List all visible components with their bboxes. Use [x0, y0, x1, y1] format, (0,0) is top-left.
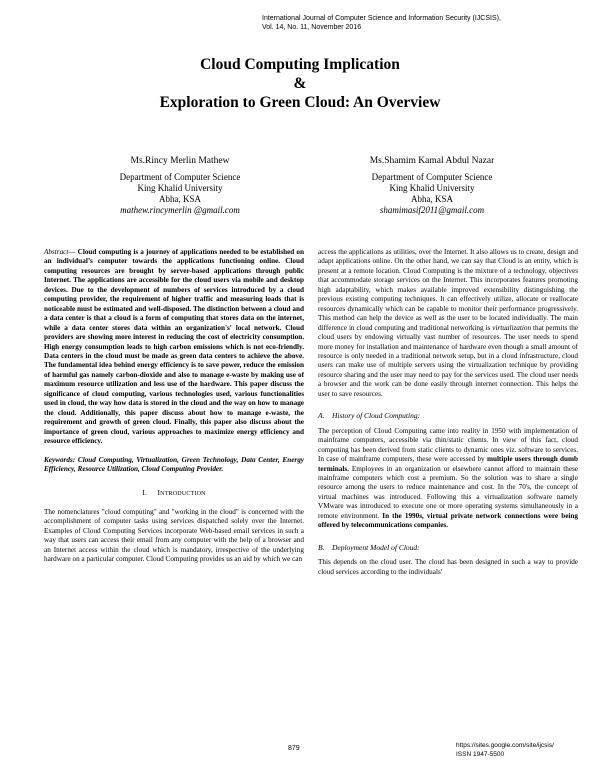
- author-city: Abha, KSA: [159, 194, 201, 204]
- abstract-dash: —: [68, 248, 76, 256]
- right-column: [318, 248, 578, 577]
- subsection-title: History of Cloud Computing:: [331, 411, 421, 421]
- title-line3: Exploration to Green Cloud: An Overview: [159, 94, 441, 111]
- footer-url: https://sites.google.com/site/ijcsis/: [456, 742, 554, 749]
- intro-paragraph: The nomenclatures "cloud computing" and "working in the cloud" is concerned with the accomplishment of computer tasks using services dispatched solely over the Internet. Examples of Cloud Computing Services incorporate Web-based email services in such a way that users can access their email from any computer with the help of a browser and an Internet access within the cloud which is mandatory, irrespective of the underlying hardware on a particular computer. Cloud Computing provides us an aid by which we can: [44, 507, 304, 564]
- author-name: Ms.Rincy Merlin Mathew: [130, 156, 230, 166]
- paper-title: [40, 55, 560, 112]
- author-name: Ms.Shamim Kamal Abdul Nazar: [369, 156, 495, 166]
- abstract-paragraph: [44, 248, 304, 447]
- title-line1: Cloud Computing Implication: [200, 56, 400, 73]
- abstract-text-a: Cloud computing is a journey of applications needed to be established on an individual’s computer towards the applications functioning online. Cloud computing resources are brought by server-based applications through public Internet. The applications are accessible for the cloud users via mobile and desktop devices. Due to the development of numbers of services introduced by a cloud computing provider, the requirement of higher traffic and measuring loads that is noticeable must be estimated and well-disposed.: [44, 248, 304, 313]
- history-text-bold-2: In the 1990s, virtual private network connections were being offered by telecommunications companies.: [318, 511, 578, 530]
- journal-header: [262, 14, 562, 32]
- keywords-paragraph: [44, 456, 304, 475]
- section-title-rest: NTRODUCTION: [160, 491, 206, 498]
- intro-text-virtualization: virtualization: [492, 323, 532, 332]
- journal-header-line2: Vol. 14, No. 11, November 2016: [262, 24, 362, 31]
- history-text-1: The perception of Cloud Computing came into reality in 1950 with implementation of mainframe computers, accessible via thin/static clients. In view of this fact, cloud computing has been derived from static clients to dynamic ones viz. software to services. In case of mainframe computers, these were accessed by: [318, 426, 578, 464]
- author-university: King Khalid University: [389, 183, 475, 193]
- author-block-1: [80, 156, 280, 216]
- author-city: Abha, KSA: [411, 194, 453, 204]
- abstract-label: Abstract: [44, 248, 69, 256]
- intro-paragraph-continued: [318, 248, 578, 399]
- page-number: 879: [288, 745, 300, 752]
- title-line2: &: [293, 75, 307, 92]
- keywords-label: Keywords:: [44, 455, 76, 464]
- keywords-text: Cloud Computing, Virtualization, Green Technology, Data Center, Energy Efficiency, Resource Utilization, Cloud Computing Provider.: [44, 455, 304, 473]
- author-department: Department of Computer Science: [371, 172, 493, 182]
- author-email: mathew.rincymerlin @gmail.com: [120, 205, 240, 215]
- footer-info: [456, 742, 576, 759]
- history-text-bold-1: multiple users through dumb terminals.: [318, 455, 578, 473]
- deployment-paragraph: This depends on the cloud user. The cloud has been designed in such a way to provide cloud services according to the individuals': [318, 558, 578, 576]
- journal-header-line1: International Journal of Computer Science and Information Security (IJCSIS),: [262, 15, 501, 22]
- subsection-label: B.: [318, 542, 325, 552]
- author-university: King Khalid University: [137, 183, 223, 193]
- abstract-text-b: Cloud providers are showing more interest in reducing the cost of electricity consumption. High energy consumption leads to high carbon emissions which is not eco-friendly. Data centers in the cloud must be made as green data centers to achieve the above. The fundamental idea behind energy efficiency is to save power, reduce the emission of harmful gas namely carbon-dioxide and also to manage e-waste by making use of maximum resource utilization and less use of the hardware. This paper discuss the significance of cloud computing, various technologies used, various functionalities used in cloud, the way how data is stored in the cloud and the way on how to manage the cloud. Additionally, this paper discuss about how to manage e-waste, the requirement and growth of green cloud. Finally, this paper also discuss about the importance of green cloud, various approaches to maximize energy efficiency and resource efficiency.: [44, 323, 304, 446]
- subsection-label: A.: [318, 411, 325, 421]
- footer-issn: ISSN 1947-5500: [456, 750, 505, 758]
- intro-text-b: that permits the cloud users by endowing virtually vast number of resources. The user needs to spend more money for installation and maintenance of hardware even though a small amount of resource is only needed in a traditional network setup, but in a cloud infrastructure, cloud users can make use of multiple servers using the virtualization technique by providing resource sharing and the user may need to pay for the services used. The cloud user needs a browser and the work can be done easily through internet connection. This helps the user to save resources.: [318, 323, 578, 398]
- left-column: [44, 248, 304, 565]
- subsection-heading-deployment: [318, 543, 578, 552]
- history-paragraph: [318, 427, 578, 531]
- author-block-2: [332, 156, 532, 216]
- section-heading-introduction: [44, 488, 304, 499]
- subsection-heading-history: [318, 411, 578, 420]
- author-department: Department of Computer Science: [119, 172, 241, 182]
- intro-text-a: access the applications as utilities, over the Internet. It also allows us to create, design and adapt applications online. On the other hand, we can say that Cloud is an entity, which is present at a remote location. Cloud Computing is the mixture of a technology, objectives that accommodate storage services on the Internet. This incorporates features promoting high adaptability, which makes available improved extensibility distinguishing the previous existing computing techniques. It can effectively utilize, allocate or reallocate resources dynamically which can be capable to monitor their performance progressively. This method can help the device as well as the user to be located individually. The main difference in cloud computing and traditional networking is: [318, 248, 578, 332]
- section-number: I.: [142, 488, 148, 498]
- abstract-text-bold: The distinction between a cloud and a data center is that a cloud is a form of computing that stores data on the internet, while a data center stores data within an organization's' local network.: [44, 304, 304, 332]
- author-email: shamimasif2011@gmail.com: [379, 205, 485, 215]
- subsection-title: Deployment Model of Cloud:: [331, 542, 420, 552]
- history-text-2: Employees in an organization or elsewhere cannot afford to maintain these mainframe computers which cost a premium. So the solution was to share a single resource among the users to reduce maintenance and cost. In the 70's, the concept of virtual machines was introduced. Following this a virtualization software namely VMware was introduced to execute one or more operating systems simultaneously in a remote environment.: [318, 464, 578, 520]
- section-title-first: I: [157, 488, 161, 498]
